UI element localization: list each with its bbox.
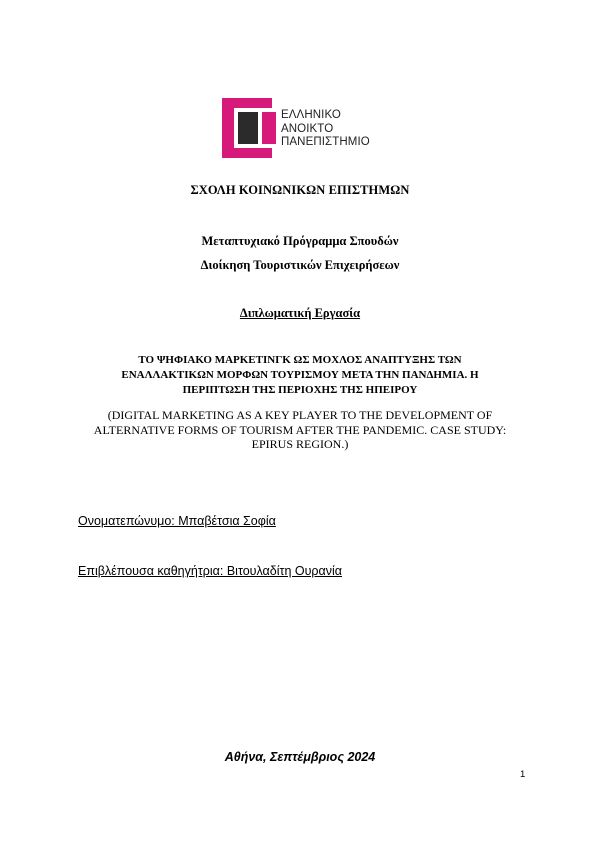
logo-wordmark: [281, 109, 370, 150]
thesis-title-english: [60, 408, 540, 452]
school-heading: ΣΧΟΛΗ ΚΟΙΝΩΝΙΚΩΝ ΕΠΙΣΤΗΜΩΝ: [190, 183, 410, 197]
title-english-line-2: ALTERNATIVE FORMS OF TOURISM AFTER THE PANDEMIC. CASE STUDY:: [93, 422, 507, 437]
author-line: Ονοματεπώνυμο: Μπαβέτσια Σοφία: [78, 514, 276, 528]
title-english-line-1: (DIGITAL MARKETING AS A KEY PLAYER TO THE DEVELOPMENT OF: [107, 408, 493, 422]
title-greek-line-3: ΠΕΡΙΠΤΩΣΗ ΤΗΣ ΠΕΡΙΟΧΗΣ ΤΗΣ ΗΠΕΙΡΟΥ: [182, 384, 418, 396]
title-english-line-3: EPIRUS REGION.): [251, 437, 349, 451]
title-greek-line-2: ΕΝΑΛΛΑΚΤΙΚΩΝ ΜΟΡΦΩΝ ΤΟΥΡΙΣΜΟΥ ΜΕΤΑ ΤΗΝ ΠΑΝΔΗΜΙΑ. Η: [121, 369, 479, 381]
thesis-label: Διπλωματική Εργασία: [239, 306, 361, 320]
university-logo-icon: [220, 96, 280, 160]
thesis-title-greek: [90, 353, 510, 398]
logo-line-1: ΕΛΛΗΝΙΚΟ: [281, 109, 341, 121]
logo-line-3: ΠΑΝΕΠΙΣΤΗΜΙΟ: [281, 136, 370, 148]
logo-line-2: ΑΝΟΙΚΤΟ: [281, 122, 334, 135]
title-greek-line-1: ΤΟ ΨΗΦΙΑΚΟ ΜΑΡΚΕΤΙΝΓΚ ΩΣ ΜΟΧΛΟΣ ΑΝΑΠΤΥΞΗΣ ΤΩΝ: [138, 354, 462, 366]
program-heading: Μεταπτυχιακό Πρόγραμμα Σπουδών: [201, 234, 399, 248]
university-logo: [220, 96, 380, 160]
page-number: 1: [520, 769, 526, 780]
place-date: Αθήνα, Σεπτέμβριος 2024: [224, 750, 376, 764]
supervisor-line: Επιβλέπουσα καθηγήτρια: Βιτουλαδίτη Ουρανία: [78, 564, 343, 578]
department-heading: Διοίκηση Τουριστικών Επιχειρήσεων: [200, 258, 400, 272]
